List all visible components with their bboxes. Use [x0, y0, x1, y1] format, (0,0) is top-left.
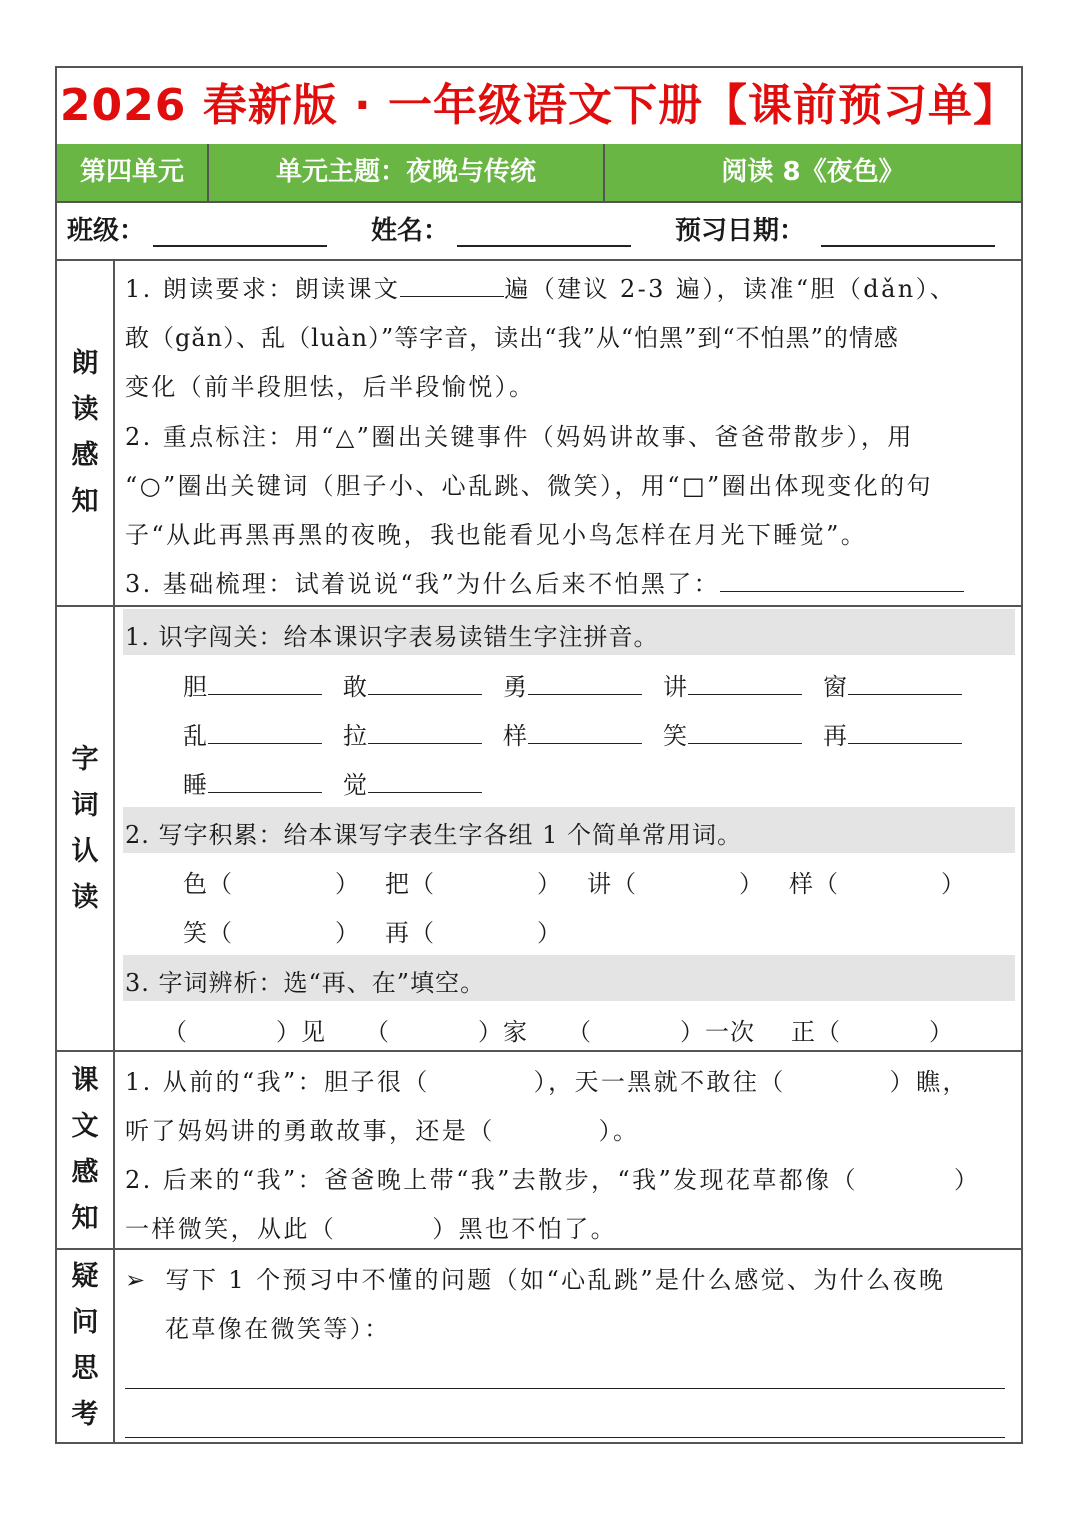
reading-item-1: 1. 朗读要求：朗读课文 遍（建议 2-3 遍），读准“胆（dǎn）、 — [125, 269, 956, 304]
pinyin-blank[interactable] — [208, 670, 322, 695]
text-section — [57, 1052, 1021, 1250]
preview-worksheet — [55, 66, 1023, 1444]
name-blank[interactable] — [457, 245, 631, 247]
pinyin-blank[interactable] — [848, 670, 962, 695]
question-section-label: 疑 问 思 考 — [57, 1250, 115, 1442]
question-prompt-line2: 花草像在微笑等）： — [165, 1315, 391, 1343]
pinyin-blank[interactable] — [528, 670, 642, 695]
arrow-bullet-icon: ➢ — [125, 1266, 148, 1294]
reading-section-label: 朗 读 感 知 — [57, 261, 115, 605]
words-section-label: 字 词 认 读 — [57, 607, 115, 1050]
reading-item-2-line2: “○”圈出关键词（胆子小、心乱跳、微笑），用“□”圈出体现变化的句 — [125, 472, 933, 500]
choose-fill[interactable]: （ ）一次 — [567, 1018, 755, 1046]
question-section — [57, 1250, 1021, 1442]
answer-line[interactable] — [125, 1388, 1005, 1389]
pinyin-blank[interactable] — [368, 768, 482, 793]
text-section-label: 课 文 感 知 — [57, 1052, 115, 1248]
unit-header-bar — [57, 144, 1021, 203]
words-q2: 2. 写字积累：给本课写字表生字各组 1 个简单常用词。 — [125, 821, 743, 849]
word-group[interactable]: 再（ ） — [385, 919, 562, 947]
word-group[interactable]: 把（ ） — [385, 870, 562, 898]
word-group[interactable]: 笑（ ） — [183, 919, 360, 947]
name-label: 姓名： — [371, 216, 450, 246]
pinyin-blank[interactable] — [848, 719, 962, 744]
word-group[interactable]: 讲（ ） — [587, 870, 764, 898]
reading-item-3: 3. 基础梳理：试着说说“我”为什么后来不怕黑了： — [125, 564, 964, 599]
worksheet-title: 2026 春新版 · 一年级语文下册【课前预习单】 — [57, 68, 1021, 146]
choose-fill[interactable]: （ ）家 — [365, 1018, 528, 1046]
pinyin-blank[interactable] — [208, 719, 322, 744]
words-q3: 3. 字词辨析：选“再、在”填空。 — [125, 969, 486, 997]
choose-fill[interactable]: （ ）见 — [163, 1018, 326, 1046]
text-item-2-line2: 一样微笑，从此（ ）黑也不怕了。 — [125, 1215, 618, 1243]
choose-fill[interactable]: 正（ ） — [791, 1018, 954, 1046]
text-item-2: 2. 后来的“我”：爸爸晚上带“我”去散步，“我”发现花草都像（ ） — [125, 1166, 981, 1194]
pinyin-blank[interactable] — [688, 719, 802, 744]
pinyin-blank[interactable] — [368, 719, 482, 744]
reading-section — [57, 261, 1021, 607]
date-label: 预习日期： — [675, 216, 806, 246]
reading-item-1-line3: 变化（前半段胆怯，后半段愉悦）。 — [125, 373, 536, 401]
words-q1: 1. 识字闯关：给本课识字表易读错生字注拼音。 — [125, 623, 659, 651]
pinyin-blank[interactable] — [368, 670, 482, 695]
text-item-1: 1. 从前的“我”：胆子很（ ），天一黑就不敢往（ ）瞧， — [125, 1068, 969, 1096]
lesson-title: 阅读 8《夜色》 — [721, 157, 905, 187]
student-info-row — [57, 203, 1021, 261]
unit-theme: 单元主题：夜晚与传统 — [209, 144, 605, 201]
pinyin-blank[interactable] — [688, 670, 802, 695]
read-times-blank[interactable] — [400, 272, 504, 297]
answer-line[interactable] — [125, 1437, 1005, 1438]
date-blank[interactable] — [821, 245, 995, 247]
class-label: 班级： — [67, 216, 146, 246]
words-section: 字 词 认 读 1. 识字闯关：给本课识字表易读错生字注拼音。 胆 敢 勇 讲 窗 乱 拉 样 笑 再 睡 觉 2. 写字积累：给本课写字表生字各组 1 个简单常用词。 色（ ） 把（ ） 讲（ ） 样（ ） 笑（ ） 再（ ） 3. 字词辨析：选“再、在”填空。 （ ）见 （ ）家 （ ）一次 正（ ） — [57, 607, 1021, 1052]
pinyin-blank[interactable] — [208, 768, 322, 793]
word-group[interactable]: 色（ ） — [183, 870, 360, 898]
pinyin-blank[interactable] — [528, 719, 642, 744]
word-group[interactable]: 样（ ） — [789, 870, 966, 898]
reason-blank[interactable] — [720, 567, 964, 592]
class-blank[interactable] — [153, 245, 327, 247]
reading-item-1-line2: 敢（gǎn）、乱（luàn）”等字音，读出“我”从“怕黑”到“不怕黑”的情感 — [125, 324, 899, 352]
reading-item-2-line1: 2. 重点标注：用“△”圈出关键事件（妈妈讲故事、爸爸带散步），用 — [125, 423, 914, 451]
reading-item-2-line3: 子“从此再黑再黑的夜晚，我也能看见小鸟怎样在月光下睡觉”。 — [125, 521, 868, 549]
question-prompt: ➢ 写下 1 个预习中不懂的问题（如“心乱跳”是什么感觉、为什么夜晚 — [125, 1266, 946, 1294]
unit-label: 第四单元 — [57, 144, 209, 201]
text-item-1-line2: 听了妈妈讲的勇敢故事，还是（ ）。 — [125, 1117, 640, 1145]
